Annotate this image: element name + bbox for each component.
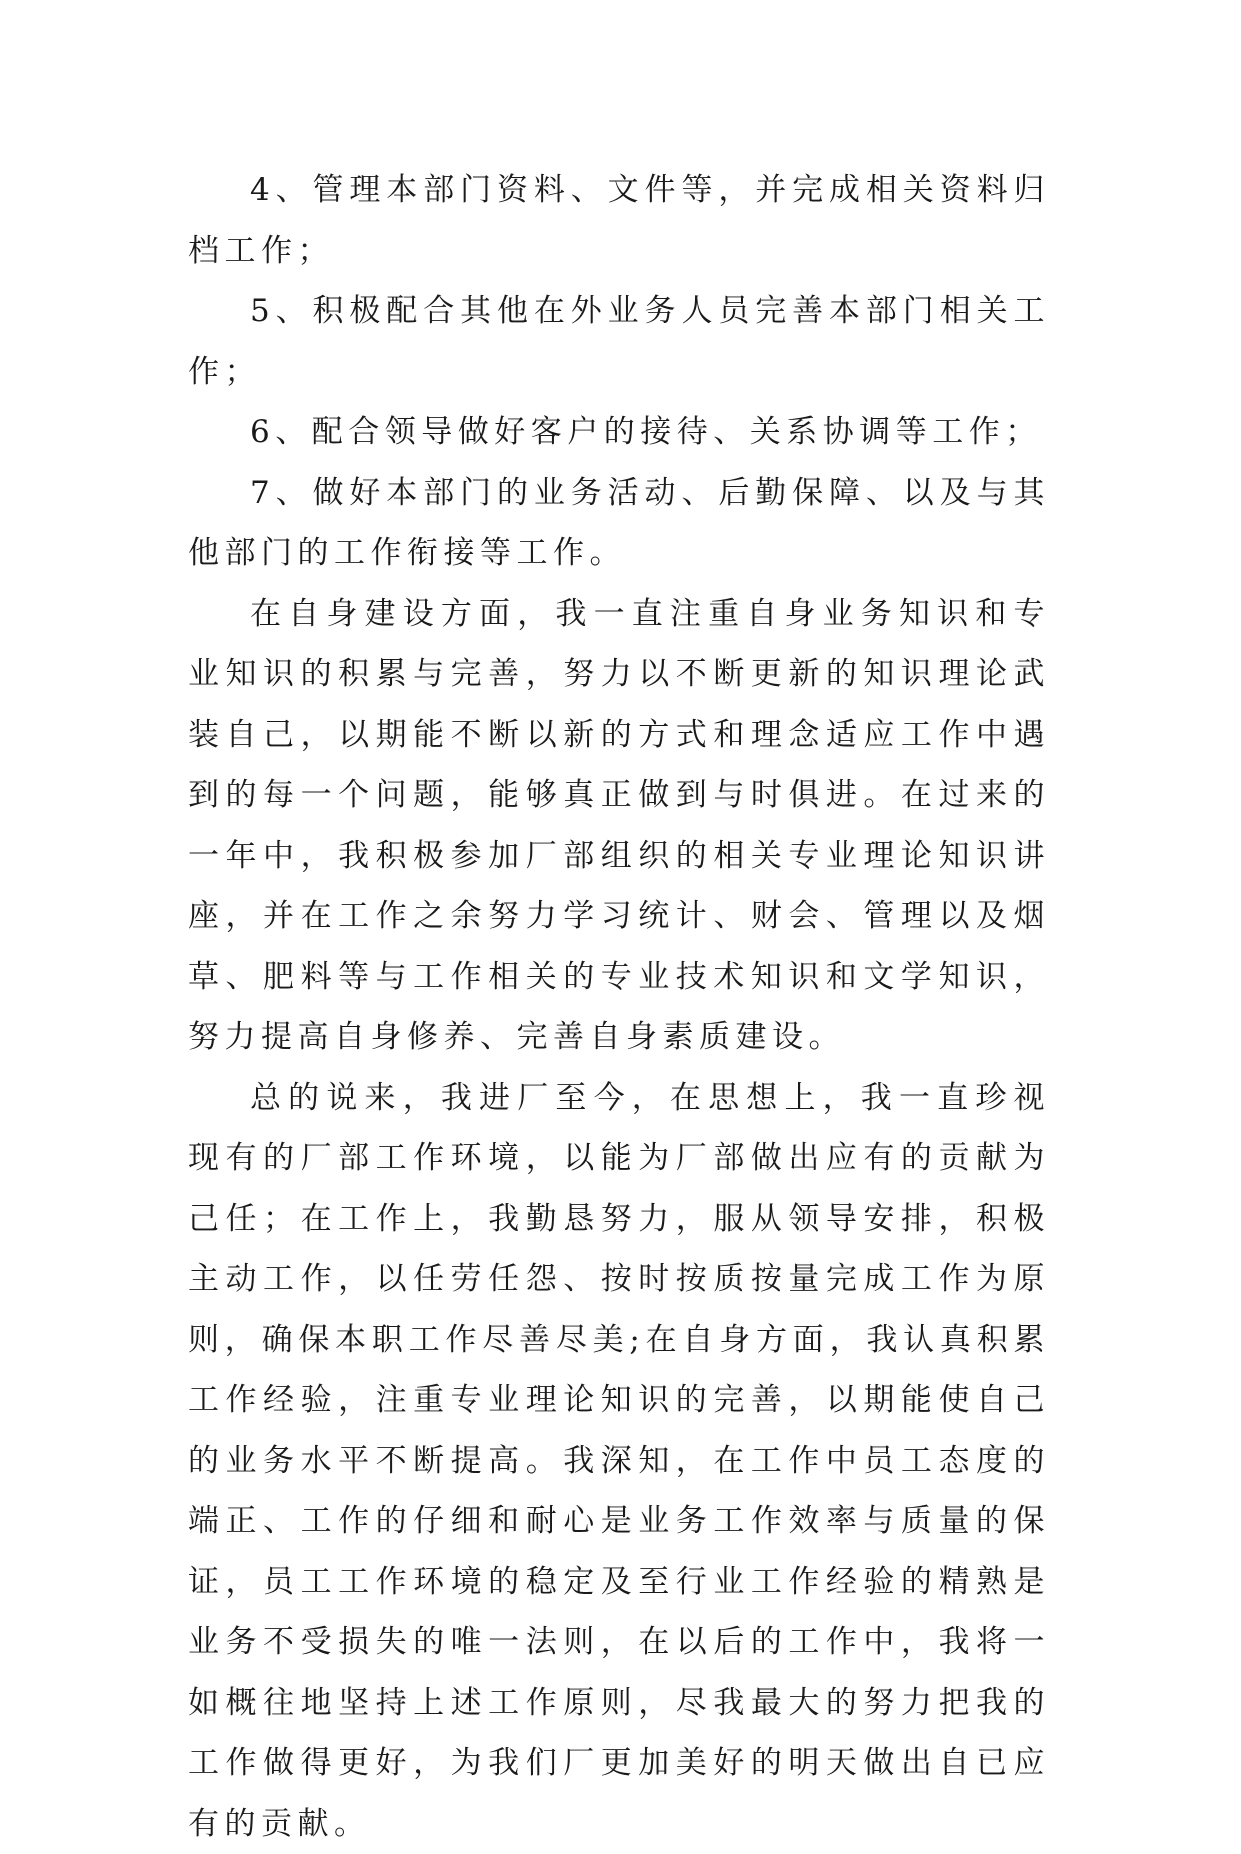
document-body [188, 160, 1050, 1854]
paragraph-summary: 总的说来，我进厂至今，在思想上，我一直珍视现有的厂部工作环境，以能为厂部做出应有的贡献为己任；在工作上，我勤恳努力，服从领导安排，积极主动工作，以任劳任怨、按时按质按量完成工作为原则，确保本职工作尽善尽美;在自身方面，我认真积累工作经验，注重专业理论知识的完善，以期能使自己的业务水平不断提高。我深知，在工作中员工态度的端正、工作的仔细和耐心是业务工作效率与质量的保证，员工工作环境的稳定及至行业工作经验的精熟是业务不受损失的唯一法则，在以后的工作中，我将一如概往地坚持上述工作原则，尽我最大的努力把我的工作做得更好，为我们厂更加美好的明天做出自已应有的贡献。 [188, 1068, 1050, 1854]
paragraph-item-5: 5、积极配合其他在外业务人员完善本部门相关工作； [188, 281, 1050, 402]
paragraph-item-7: 7、做好本部门的业务活动、后勤保障、以及与其他部门的工作衔接等工作。 [188, 463, 1050, 584]
paragraph-item-6: 6、配合领导做好客户的接待、关系协调等工作； [188, 402, 1050, 463]
paragraph-item-4: 4、管理本部门资料、文件等，并完成相关资料归档工作； [188, 160, 1050, 281]
paragraph-self-development: 在自身建设方面，我一直注重自身业务知识和专业知识的积累与完善，努力以不断更新的知识理论武装自己，以期能不断以新的方式和理念适应工作中遇到的每一个问题，能够真正做到与时俱进。在过来的一年中，我积极参加厂部组织的相关专业理论知识讲座，并在工作之余努力学习统计、财会、管理以及烟草、肥料等与工作相关的专业技术知识和文学知识，努力提高自身修养、完善自身素质建设。 [188, 584, 1050, 1068]
